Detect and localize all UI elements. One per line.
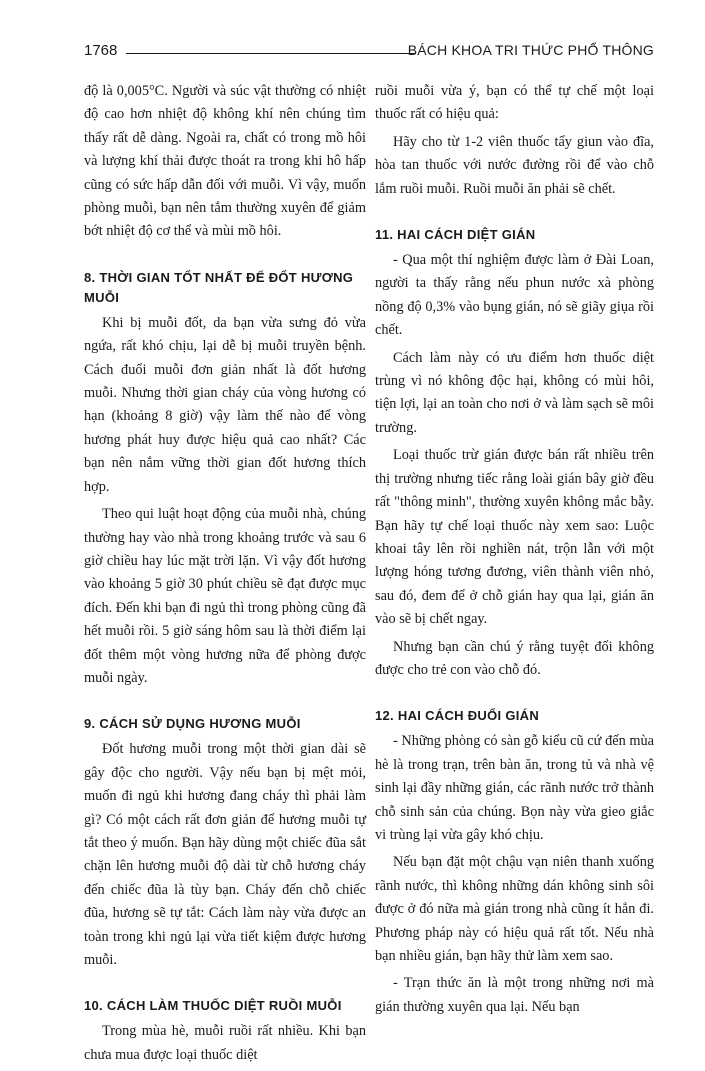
section-11-heading: 11. HAI CÁCH DIỆT GIÁN [375, 227, 536, 243]
intro-paragraph: độ là 0,005°C. Người và súc vật thường có nhiệt độ cao hơn nhiệt độ không khí nên chúng tìm thấy rất dễ dàng. Ngoài ra, chất có trong mồ hôi và lượng khí thải được thoát ra trong khi hô hấp cũng có sức hấp dẫn đối với muỗi. Vì vậy, muốn phòng muỗi, bạn nên tắm thường xuyên để giảm bớt nhiệt độ cơ thể và mùi mồ hôi. [84, 83, 366, 240]
section-10-paragraph-2: Hãy cho từ 1-2 viên thuốc tẩy giun vào đĩa, hòa tan thuốc với nước đường rồi để vào chỗ lắm ruồi muỗi. Ruồi muỗi ăn phải sẽ chết. [375, 133, 654, 197]
page-number: 1768 [84, 42, 118, 59]
section-12-paragraph-1: - Những phòng có sàn gỗ kiểu cũ cứ đến mùa hè là trong trạn, trên bàn ăn, trong tủ và nhà vệ sinh lại đầy những gián, các rãnh nước trở thành chỗ sinh sản của chúng. Bọn này vừa gieo giắc vi trùng lại vừa gây khó chịu. [375, 733, 654, 843]
section-11-paragraph-3: Loại thuốc trừ gián được bán rất nhiều trên thị trường nhưng tiếc rằng loài gián bây giờ đều rất "thông minh", thường xuyên không mắc bẫy. Bạn hãy tự chế loại thuốc này xem sao: Luộc khoai tây lên rồi nghiền nát, trộn lẫn với một lượng hóng tương đương, viên thành viên nhỏ, sau đó, đem để ở chỗ gián hay qua lại, gián ăn vào sẽ bị chết ngay. [375, 447, 654, 628]
section-11-paragraph-1: - Qua một thí nghiệm được làm ở Đài Loan, người ta thấy rằng nếu phun nước xà phòng nồng độ 0,3% vào bụng gián, nó sẽ giãy giụa rồi chết. [375, 252, 654, 339]
section-12-paragraph-3: - Trạn thức ăn là một trong những nơi mà gián thường xuyên qua lại. Nếu bạn [375, 975, 654, 1015]
section-12-paragraph-2: Nếu bạn đặt một chậu vạn niên thanh xuống rãnh nước, thì không những dán không sinh sôi được ở đó nữa mà gián trong nhà cũng ít hẳn đi. Phương pháp này có hiệu quả rất tốt. Nếu nhà bạn nhiều gián, bạn hãy thử làm xem sao. [375, 854, 654, 964]
right-column [375, 80, 654, 1023]
section-10-heading: 10. CÁCH LÀM THUỐC DIỆT RUỒI MUỖI [84, 998, 342, 1014]
left-column [84, 80, 366, 1071]
header-rule [126, 53, 416, 54]
section-11-paragraph-2: Cách làm này có ưu điểm hơn thuốc diệt trùng vì nó không độc hại, không có mùi hôi, tiện lợi, lại an toàn cho nơi ở và làm sạch sẽ môi trường. [375, 349, 654, 436]
section-12-heading: 12. HAI CÁCH ĐUỔI GIÁN [375, 708, 540, 724]
page-header [84, 42, 654, 64]
section-11-paragraph-4: Nhưng bạn cần chú ý rằng tuyệt đối không được cho trẻ con vào chỗ đó. [375, 638, 654, 678]
section-10-paragraph-1: Trong mùa hè, muỗi ruồi rất nhiều. Khi bạn chưa mua được loại thuốc diệt [84, 1023, 366, 1063]
section-9-heading: 9. CÁCH SỬ DỤNG HƯƠNG MUỖI [84, 716, 301, 732]
section-10-continuation: ruồi muỗi vừa ý, bạn có thể tự chế một loại thuốc rất có hiệu quả: [375, 83, 654, 123]
section-8-paragraph-1: Khi bị muỗi đốt, da bạn vừa sưng đỏ vừa ngứa, rất khó chịu, lại dễ bị muỗi truyền bệnh. Cách đuổi muỗi đơn giản nhất là đốt hương muỗi. Nhưng thời gian cháy của vòng hương có hạn (khoảng 8 giờ) vậy làm thế nào để vòng hương phát huy được hiệu quả cao nhất? Các bạn nên nắm vững thời gian đốt hương thích hợp. [84, 314, 366, 495]
running-title: BÁCH KHOA TRI THỨC PHỔ THÔNG [407, 42, 654, 58]
section-8-heading: 8. THỜI GIAN TỐT NHẤT ĐỂ ĐỐT HƯƠNG MUỖI [84, 269, 354, 305]
section-8-paragraph-2: Theo qui luật hoạt động của muỗi nhà, chúng thường hay vào nhà trong khoảng trước và sau 6 giờ chiều hay lúc mặt trời lặn. Vì vậy đốt hương vào khoảng 5 giờ 30 phút chiều sẽ đạt được mục đích. Đến khi bạn đi ngủ thì trong phòng cũng đã hết muỗi rồi. 5 giờ sáng hôm sau là thời điểm lại đốt thêm một vòng hương nữa để phòng được muỗi ngày. [84, 506, 366, 686]
section-9-paragraph-1: Đốt hương muỗi trong một thời gian dài sẽ gây độc cho người. Vậy nếu bạn bị mệt mỏi, muốn đi ngủ khi hương đang cháy thì phải làm gì? Có một cách rất đơn giản để hương muỗi tự tắt theo ý muốn. Bạn hãy dùng một chiếc đũa sắt chặn lên hương muỗi độ dài từ chỗ hương cháy đến chiếc đũa là tùy bạn. Cháy đến chỗ chiếc đũa, hương sẽ tự tắt: Cách làm này vừa được an toàn trong khi ngủ lại vừa tiết kiệm được hương muỗi. [84, 741, 366, 968]
